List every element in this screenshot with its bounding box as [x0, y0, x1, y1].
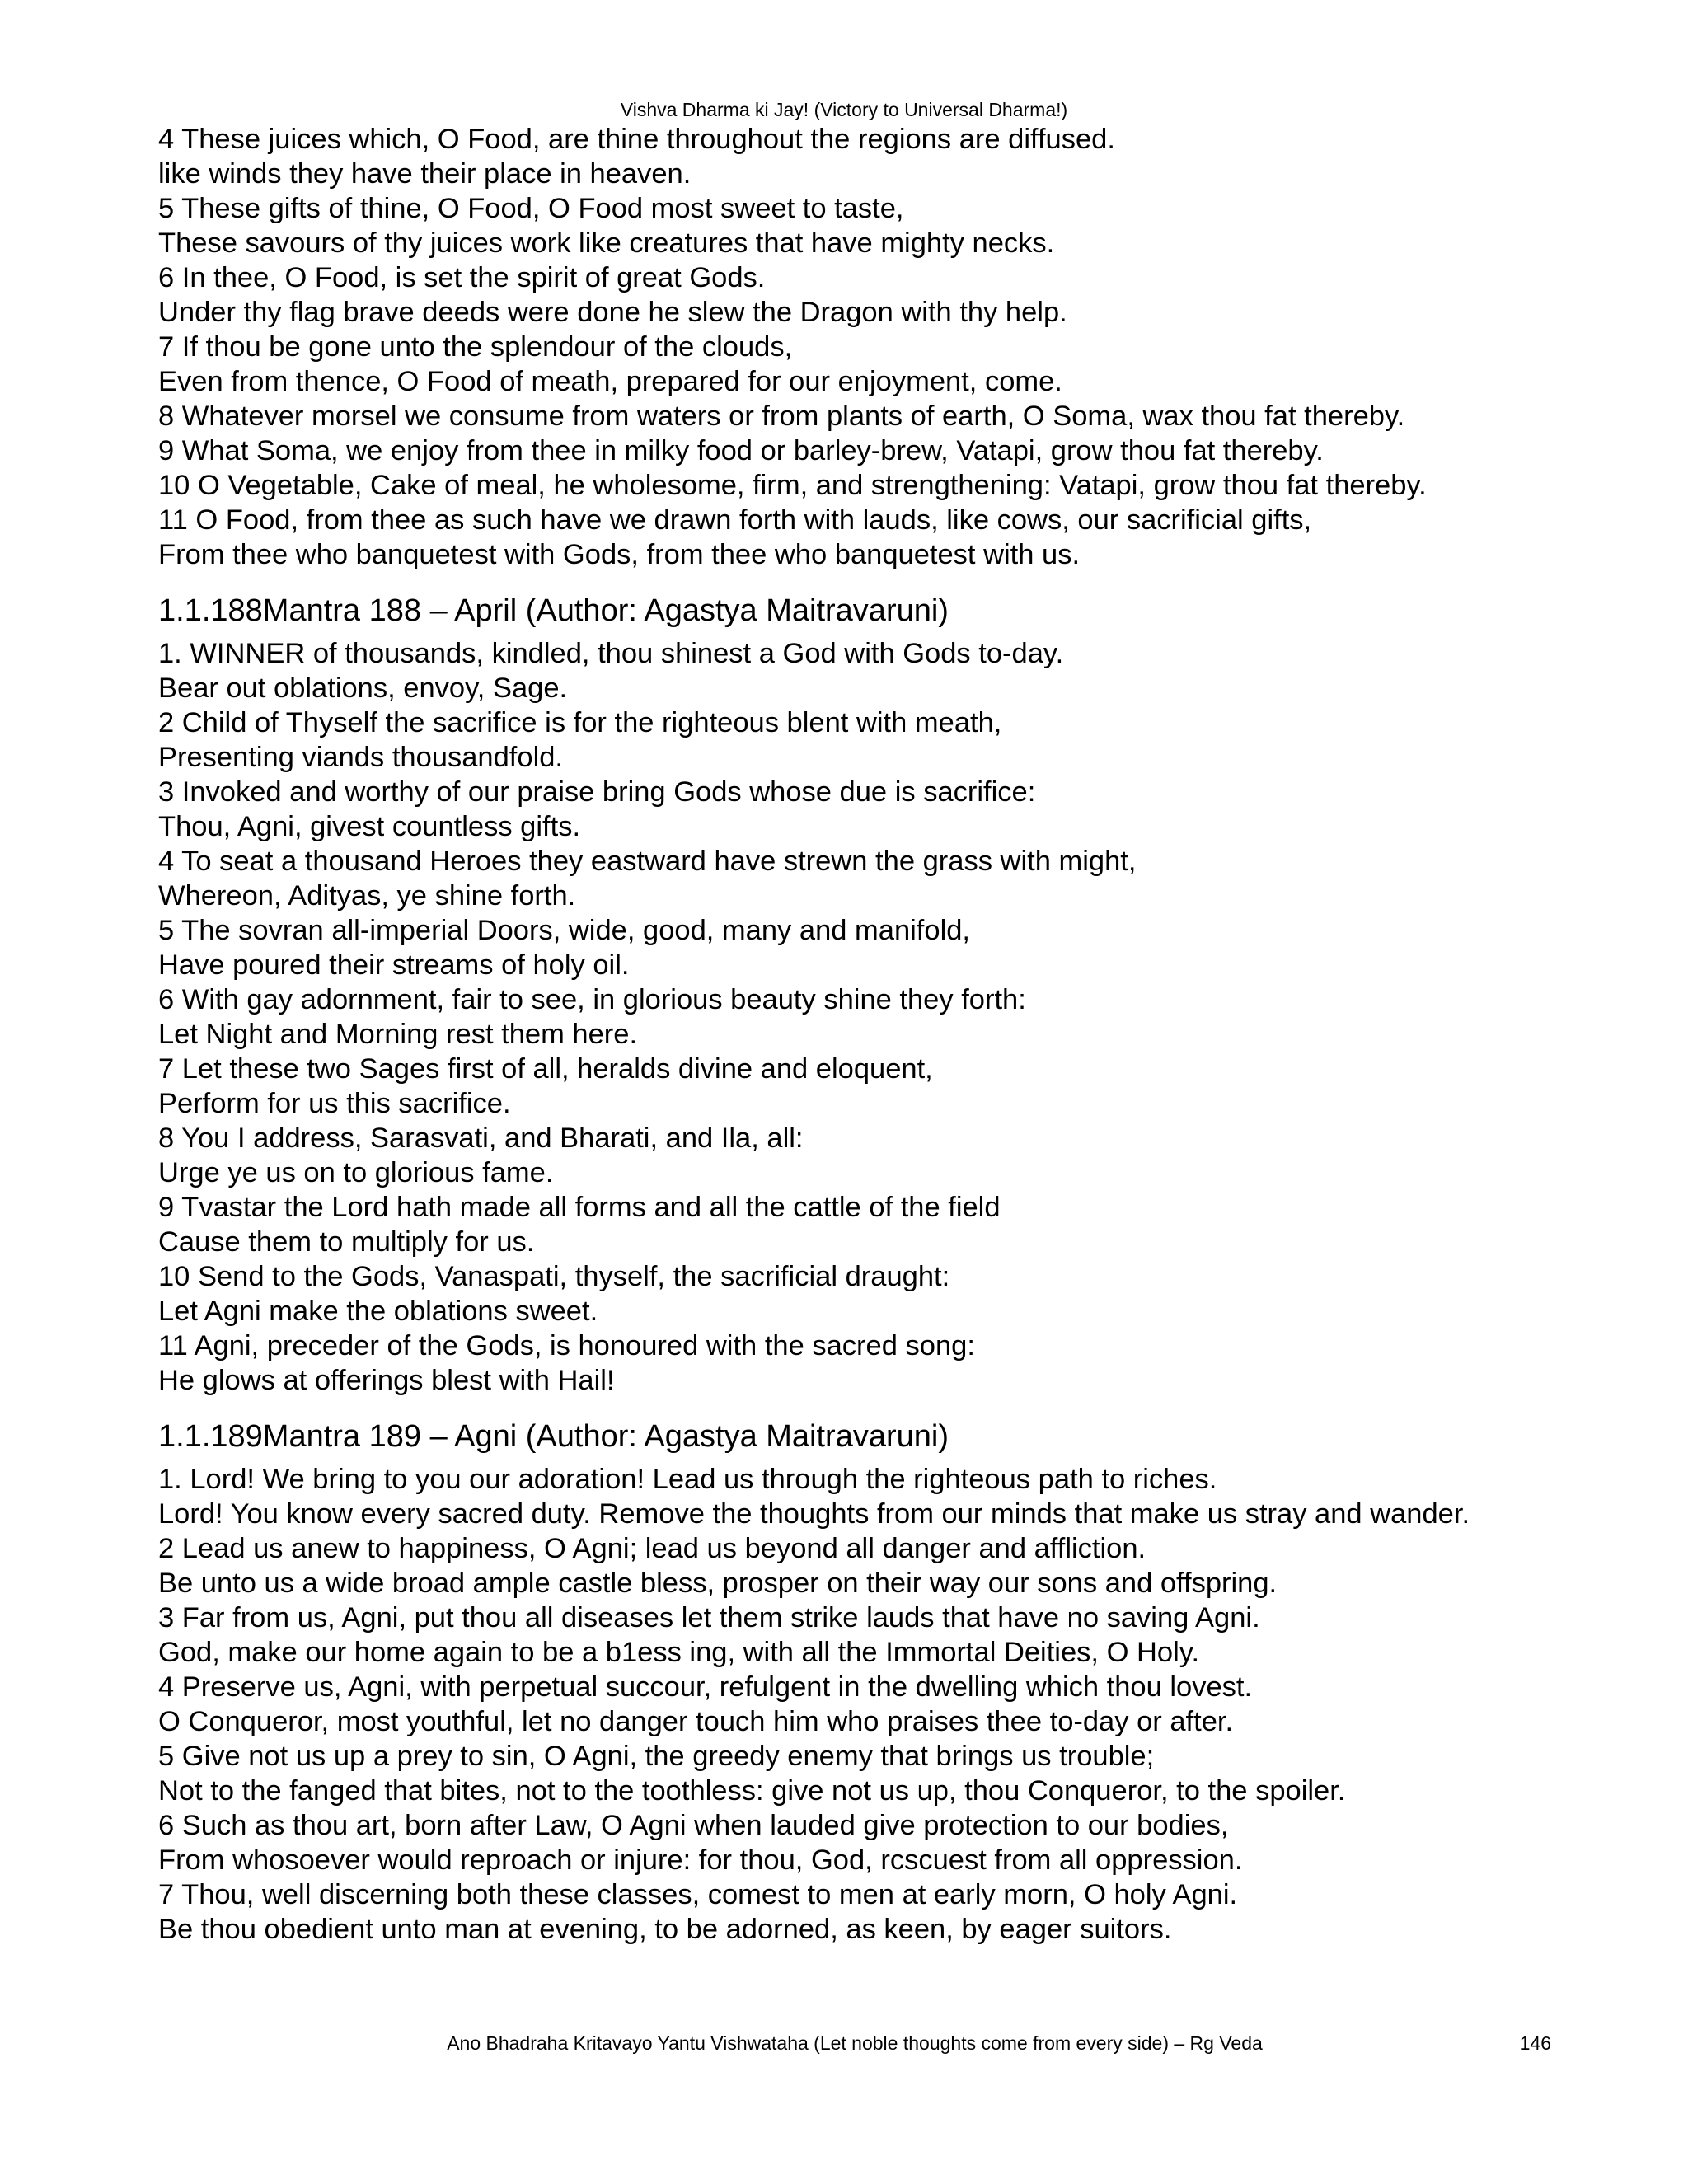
verse-line: 1. Lord! We bring to you our adoration! Lead us through the righteous path to riches. [158, 1464, 1217, 1495]
verse-line: 6 Such as thou art, born after Law, O Agni when lauded give protection to our bodies, [158, 1810, 1229, 1841]
verse-line: like winds they have their place in heaven. [158, 158, 692, 190]
verse-line: Urge ye us on to glorious fame. [158, 1157, 554, 1188]
verse-line: Bear out oblations, envoy, Sage. [158, 673, 568, 704]
verse-line: 2 Lead us anew to happiness, O Agni; lead us beyond all danger and affliction. [158, 1533, 1146, 1564]
verse-line: He glows at offerings blest with Hail! [158, 1365, 615, 1396]
verse-line: Under thy flag brave deeds were done he slew the Dragon with thy help. [158, 297, 1067, 328]
verse-line: O Conqueror, most youthful, let no danger touch him who praises thee to-day or after. [158, 1706, 1234, 1737]
verse-line: Let Agni make the oblations sweet. [158, 1296, 598, 1327]
verse-line: 8 Whatever morsel we consume from waters or from plants of earth, O Soma, wax thou fat thereby. [158, 401, 1405, 432]
verse-line: 6 With gay adornment, fair to see, in glorious beauty shine they forth: [158, 984, 1026, 1015]
section-heading-189: 1.1.189Mantra 189 – Agni (Author: Agastya Maitravaruni) [158, 1419, 949, 1454]
verse-line: 3 Far from us, Agni, put thou all diseases let them strike lauds that have no saving Agni. [158, 1602, 1260, 1633]
intro-verses [158, 122, 1551, 572]
verse-line: 11 O Food, from thee as such have we drawn forth with lauds, like cows, our sacrificial gifts, [158, 504, 1312, 536]
verse-line: 9 Tvastar the Lord hath made all forms and all the cattle of the field [158, 1192, 1001, 1223]
verse-line: 4 Preserve us, Agni, with perpetual succour, refulgent in the dwelling which thou lovest. [158, 1671, 1253, 1703]
verse-line: 9 What Soma, we enjoy from thee in milky food or barley-brew, Vatapi, grow thou fat thereby. [158, 435, 1324, 466]
footer-text: Ano Bhadraha Kritavayo Yantu Vishwataha (Let noble thoughts come from every side) – Rg Veda [447, 2032, 1263, 2054]
verse-line: From thee who banquetest with Gods, from thee who banquetest with us. [158, 539, 1081, 570]
page-number: 146 [1519, 2032, 1551, 2054]
verse-line: Presenting viands thousandfold. [158, 742, 564, 773]
verse-line: 5 Give not us up a prey to sin, O Agni, the greedy enemy that brings us trouble; [158, 1741, 1155, 1772]
verse-line: 8 You I address, Sarasvati, and Bharati, and Ila, all: [158, 1122, 804, 1154]
section-188-verses [158, 636, 1551, 1398]
verse-line: Be unto us a wide broad ample castle bless, prosper on their way our sons and offspring. [158, 1568, 1278, 1599]
verse-line: 6 In thee, O Food, is set the spirit of great Gods. [158, 262, 766, 293]
verse-line: God, make our home again to be a b1ess ing, with all the Immortal Deities, O Holy. [158, 1637, 1200, 1668]
section-189-verses [158, 1462, 1551, 1947]
verse-line: 5 These gifts of thine, O Food, O Food most sweet to taste, [158, 193, 904, 224]
verse-line: Let Night and Morning rest them here. [158, 1019, 638, 1050]
section-heading-188: 1.1.188Mantra 188 – April (Author: Agastya Maitravaruni) [158, 593, 949, 628]
verse-line: 10 O Vegetable, Cake of meal, he wholesome, firm, and strengthening: Vatapi, grow thou fat thereby. [158, 470, 1427, 501]
document-body [158, 122, 1551, 1947]
verse-line: Have poured their streams of holy oil. [158, 949, 630, 981]
verse-line: 1. WINNER of thousands, kindled, thou shinest a God with Gods to-day. [158, 638, 1064, 669]
verse-line: 5 The sovran all-imperial Doors, wide, good, many and manifold, [158, 915, 971, 946]
verse-line: 7 Let these two Sages first of all, heralds divine and eloquent, [158, 1053, 933, 1085]
verse-line: Cause them to multiply for us. [158, 1226, 535, 1258]
verse-line: 2 Child of Thyself the sacrifice is for the righteous blent with meath, [158, 707, 1002, 738]
verse-line: Perform for us this sacrifice. [158, 1088, 511, 1119]
verse-line: 7 If thou be gone unto the splendour of the clouds, [158, 331, 793, 363]
verse-line: Lord! You know every sacred duty. Remove the thoughts from our minds that make us stray and wander. [158, 1498, 1470, 1530]
page-header: Vishva Dharma ki Jay! (Victory to Universal Dharma!) [620, 99, 1068, 120]
verse-line: From whosoever would reproach or injure: for thou, God, rcscuest from all oppression. [158, 1844, 1243, 1876]
verse-line: Whereon, Adityas, ye shine forth. [158, 880, 576, 912]
verse-line: 10 Send to the Gods, Vanaspati, thyself, the sacrificial draught: [158, 1261, 950, 1292]
verse-line: Not to the fanged that bites, not to the toothless: give not us up, thou Conqueror, to the spoiler. [158, 1775, 1346, 1807]
verse-line: 11 Agni, preceder of the Gods, is honoured with the sacred song: [158, 1330, 975, 1361]
verse-line: 4 These juices which, O Food, are thine throughout the regions are diffused. [158, 124, 1115, 155]
verse-line: 4 To seat a thousand Heroes they eastward have strewn the grass with might, [158, 846, 1137, 877]
verse-line: Thou, Agni, givest countless gifts. [158, 811, 581, 842]
verse-line: 3 Invoked and worthy of our praise bring Gods whose due is sacrifice: [158, 776, 1036, 808]
verse-line: These savours of thy juices work like creatures that have mighty necks. [158, 227, 1055, 259]
verse-line: Even from thence, O Food of meath, prepared for our enjoyment, come. [158, 366, 1062, 397]
verse-line: 7 Thou, well discerning both these classes, comest to men at early morn, O holy Agni. [158, 1879, 1238, 1910]
verse-line: Be thou obedient unto man at evening, to be adorned, as keen, by eager suitors. [158, 1914, 1172, 1945]
